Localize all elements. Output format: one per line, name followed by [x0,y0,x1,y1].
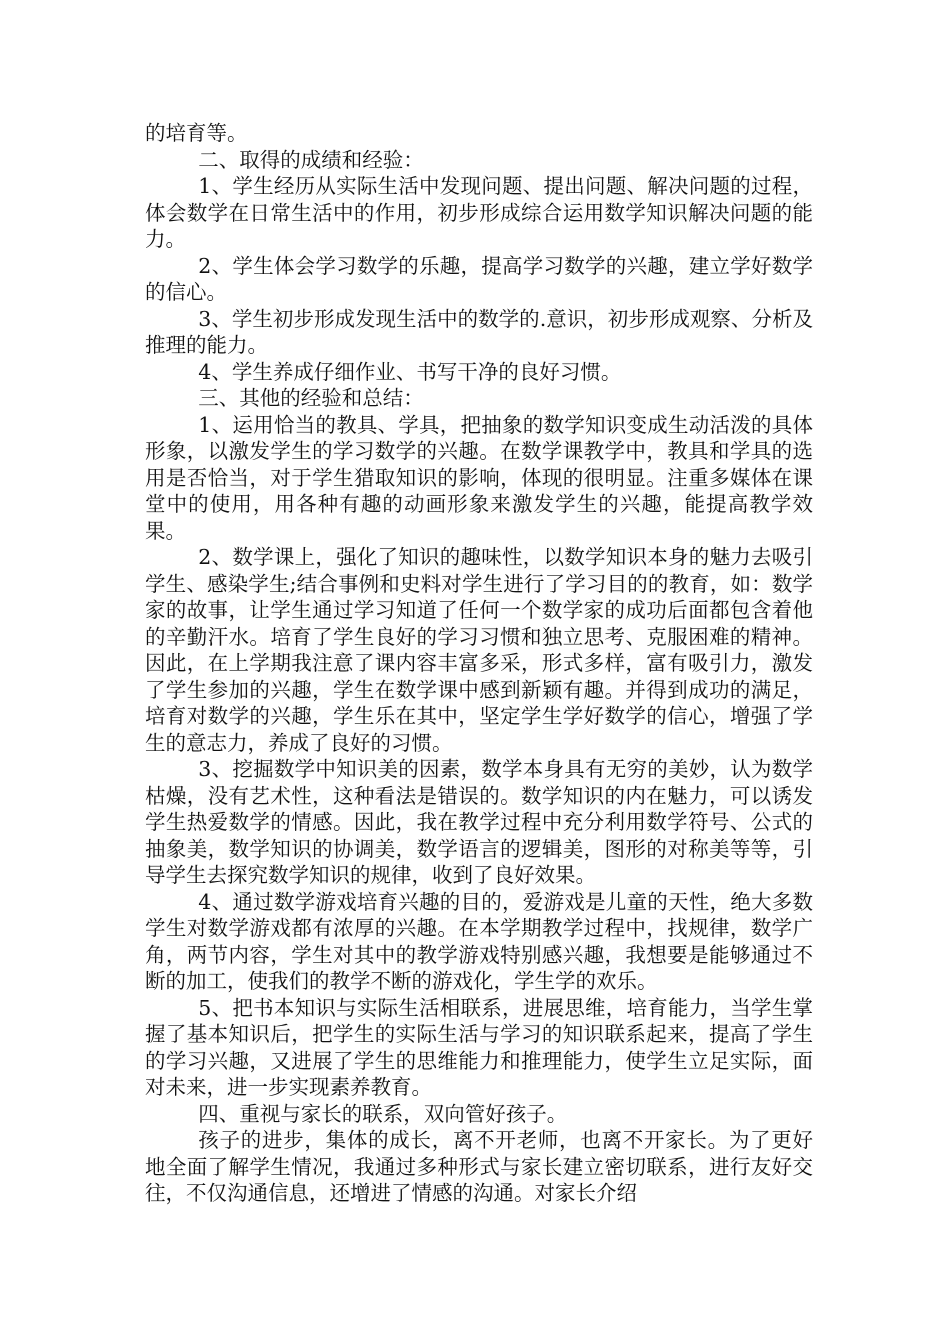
section-heading-achievements: 二、取得的成绩和经验： [198,147,424,172]
paragraph-continuation: 的培育等。 [145,121,248,145]
paragraph-experience-5: 5、把书本知识与实际生活相联系，进展思维，培育能力，当学生掌握了基本知识后，把学生的实际生活与学习的知识联系起来，提高了学生的学习兴趣，又进展了学生的思维能力和推理能力，使学生立足实际，面对未来，进一步实现素养教育。 [145,995,813,1099]
section-heading-other-experience: 三、其他的经验和总结： [198,386,424,410]
paragraph-achievement-2: 2、学生体会学习数学的乐趣，提高学习数学的兴趣，建立学好数学的信心。 [145,253,813,304]
paragraph-experience-1: 1、运用恰当的教具、学具，把抽象的数学知识变成生动活泼的具体形象，以激发学生的学习数学的兴趣。在数学课教学中，教具和学具的选用是否恰当，对于学生猎取知识的影响，体现的很明显。注重多媒体在课堂中的使用，用各种有趣的动画形象来激发学生的兴趣，能提高教学效果。 [145,412,813,543]
paragraph-experience-2: 2、数学课上，强化了知识的趣味性，以数学知识本身的魅力去吸引学生、感染学生;结合事例和史料对学生进行了学习目的的教育，如：数学家的故事，让学生通过学习知道了任何一个数学家的成功后面都包含着他的辛勤汗水。培育了学生良好的学习习惯和独立思考、克服困难的精神。因此，在上学期我注意了课内容丰富多采，形式多样，富有吸引力，激发了学生参加的兴趣，学生在数学课中感到新颖有趣。并得到成功的满足，培育对数学的兴趣，学生乐在其中，坚定学生学好数学的信心，增强了学生的意志力，养成了良好的习惯。 [145,545,813,755]
paragraph-achievement-1: 1、学生经历从实际生活中发现问题、提出问题、解决问题的过程，体会数学在日常生活中的作用，初步形成综合运用数学知识解决问题的能力。 [145,174,813,251]
paragraph-achievement-3: 3、学生初步形成发现生活中的数学的.意识，初步形成观察、分析及推理的能力。 [145,306,813,357]
paragraph-achievement-4: 4、学生养成仔细作业、书写干净的良好习惯。 [198,359,622,384]
paragraph-experience-4: 4、通过数学游戏培育兴趣的目的，爱游戏是儿童的天性，绝大多数学生对数学游戏都有浓厚的兴趣。在本学期教学过程中，找规律，数学广角，两节内容，学生对其中的教学游戏特别感兴趣，我想要是能够通过不断的加工，使我们的教学不断的游戏化，学生学的欢乐。 [145,889,813,993]
paragraph-parents: 孩子的进步，集体的成长，离不开老师，也离不开家长。为了更好地全面了解学生情况，我通过多种形式与家长建立密切联系，进行友好交往，不仅沟通信息，还增进了情感的沟通。对家长介绍 [145,1128,813,1205]
section-heading-parents: 四、重视与家长的联系，双向管好孩子。 [198,1101,568,1126]
paragraph-experience-3: 3、挖掘数学中知识美的因素，数学本身具有无穷的美妙，认为数学枯燥，没有艺术性，这种看法是错误的。数学知识的内在魅力，可以诱发学生热爱数学的情感。因此，我在教学过程中充分利用数学符号、公式的抽象美，数学知识的协调美，数学语言的逻辑美，图形的对称美等等，引导学生去探究数学知识的规律，收到了良好效果。 [145,757,813,887]
document-body [145,120,813,1207]
